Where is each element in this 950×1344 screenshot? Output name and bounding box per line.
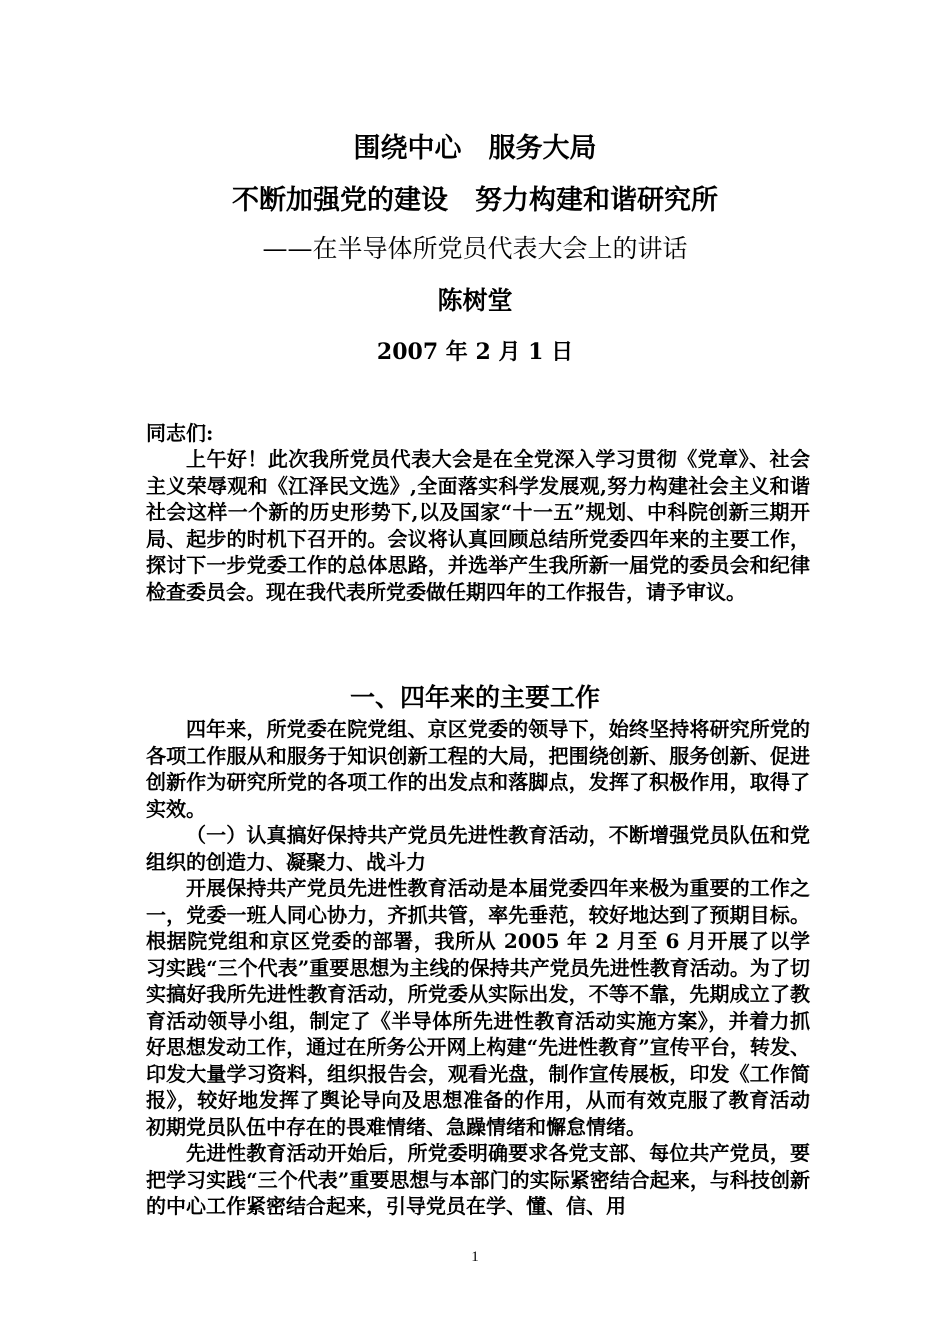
body-paragraph-1: 四年来，所党委在院党组、京区党委的领导下，始终坚持将研究所党的各项工作服从和服务于知识创新工程的大局，把围绕创新、服务创新、促进创新作为研究所党的各项工作的出发点和落脚点，发挥了积极作用，取得了实效。	[146, 717, 810, 821]
intro-paragraph	[146, 446, 810, 605]
body-paragraph-3: 先进性教育活动开始后，所党委明确要求各党支部、每位共产党员，要把学习实践“三个代表”重要思想与本部门的实际紧密结合起来，与科技创新的中心工作紧密结合起来，引导党员在学、懂、信、用	[146, 1141, 810, 1218]
subtitle: ——在半导体所党员代表大会上的讲话	[262, 234, 688, 263]
section-body	[146, 716, 810, 1220]
author: 陈树堂	[437, 286, 513, 315]
title-line-2: 不断加强党的建设 努力构建和谐研究所	[232, 185, 718, 216]
date: 2007 年 2 月 1 日	[376, 339, 574, 365]
body-paragraph-2: 开展保持共产党员先进性教育活动是本届党委四年来极为重要的工作之一，党委一班人同心协力，齐抓共管，率先垂范，较好地达到了预期目标。根据院党组和京区党委的部署，我所从 2005 年 2 月至 6 月开展了以学习实践“三个代表”重要思想为主线的保持共产党员先进性教育活动。为了切实搞好我所先进性教育活动，所党委从实际出发，不等不靠，先期成立了教育活动领导小组，制定了《半导体所先进性教育活动实施方案》，并着力抓好思想发动工作，通过在所务公开网上构建“先进性教育”宣传平台，转发、印发大量学习资料，组织报告会，观看光盘，制作宣传展板，印发《工作简报》，较好地发挥了舆论导向及思想准备的作用，从而有效克服了教育活动初期党员队伍中存在的畏难情绪、急躁情绪和懈怠情绪。	[146, 876, 810, 1139]
title-line-1: 围绕中心 服务大局	[353, 133, 597, 164]
subheading: （一）认真搞好保持共产党员先进性教育活动，不断增强党员队伍和党组织的创造力、凝聚力、战斗力	[146, 823, 810, 874]
section-heading: 一、四年来的主要工作	[349, 683, 600, 712]
page-number: 1	[471, 1249, 479, 1265]
greeting	[146, 420, 810, 447]
intro-text: 上午好！此次我所党员代表大会是在全党深入学习贯彻《党章》、社会主义荣辱观和《江泽民文选》,全面落实科学发展观,努力构建社会主义和谐社会这样一个新的历史形势下,以及国家“十一五”规划、中科院创新三期开局、起步的时机下召开的。会议将认真回顾总结所党委四年来的主要工作，探讨下一步党委工作的总体思路，并选举产生我所新一届党的委员会和纪律检查委员会。现在我代表所党委做任期四年的工作报告，请予审议。	[146, 447, 810, 604]
greeting-text: 同志们:	[146, 421, 214, 445]
